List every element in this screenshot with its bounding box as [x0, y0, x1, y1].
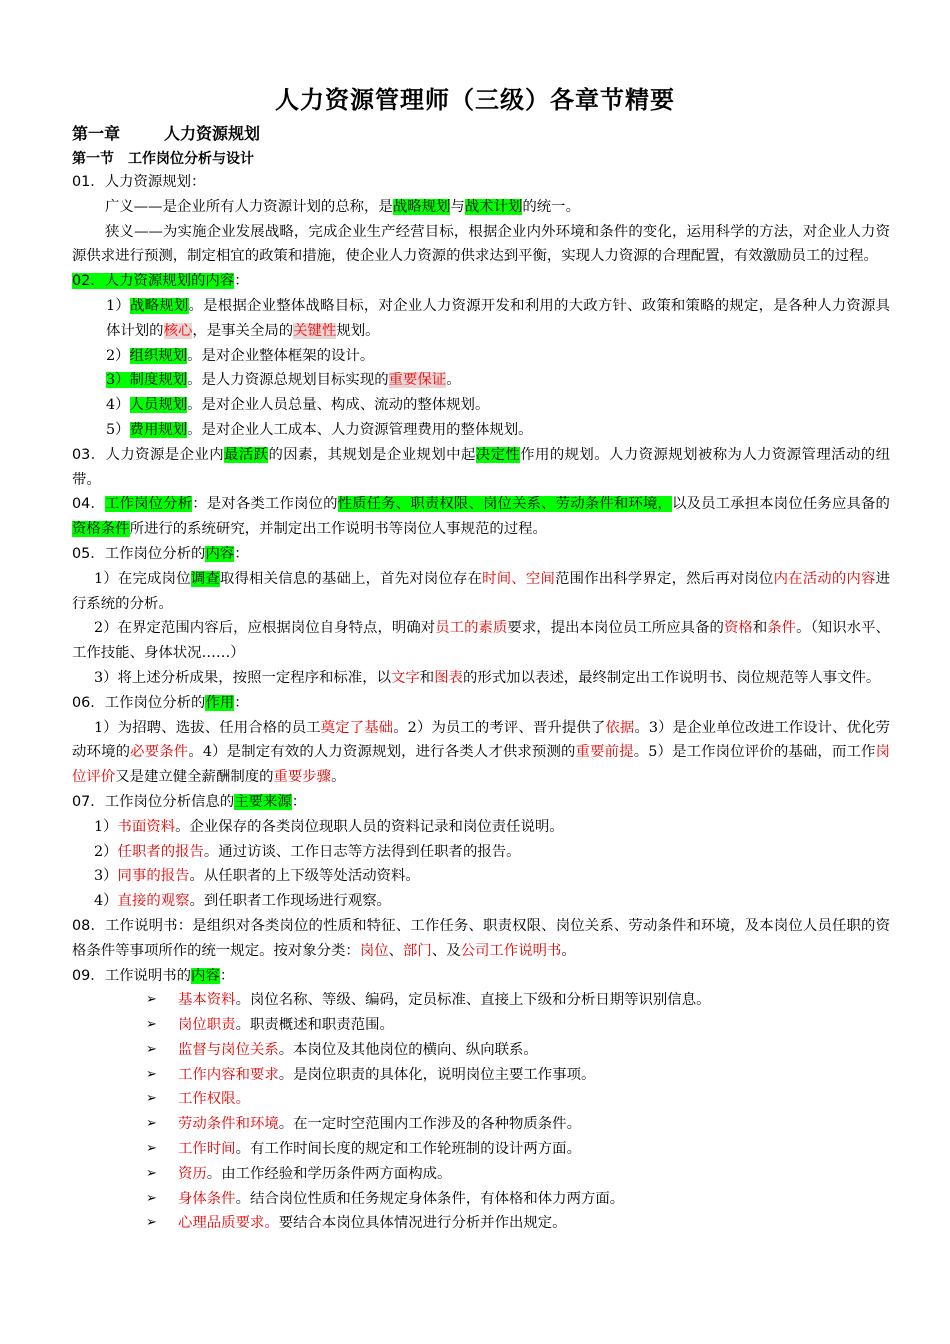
list-item: ➢ 工作内容和要求。是岗位职责的具体化，说明岗位主要工作事项。: [146, 1063, 890, 1088]
item-07-sub-2: 2）任职者的报告。通过访谈、工作日志等方法得到任职者的报告。: [94, 843, 521, 860]
item-06-heading: 06．工作岗位分析的作用：: [72, 694, 249, 711]
item-06-body: 1）为招聘、选拔、任用合格的员工奠定了基础。2）为员工的考评、晋升提供了依据。3）是企业单位改进工作设计、优化劳动环境的必要条件。4）是制定有效的人力资源规划，进行各类人才供求预测的重要前提。5）是工作岗位评价的基础，而工作岗位评价又是建立健全薪酬制度的重要步骤。: [72, 719, 890, 786]
list-item: ➢ 劳动条件和环境。在一定时空范围内工作涉及的各种物质条件。: [146, 1112, 890, 1137]
item-05-heading: 05．工作岗位分析的内容：: [72, 545, 249, 562]
job-description-contents-list: [72, 988, 890, 1236]
list-item: ➢ 基本资料。岗位名称、等级、编码，定员标准、直接上下级和分析日期等识别信息。: [146, 988, 890, 1013]
item-03: 03．人力资源是企业内最活跃的因素，其规划是企业规划中起决定性作用的规划。人力资源规划被称为人力资源管理活动的纽带。: [72, 446, 890, 488]
section-name: 工作岗位分析与设计: [128, 151, 254, 167]
item-07-heading: 07．工作岗位分析信息的主要来源：: [72, 793, 307, 810]
item-01-heading: 01．人力资源规划：: [72, 174, 206, 190]
chapter-name: 人力资源规划: [164, 124, 261, 143]
item-02-sub-1: 1）战略规划。是根据企业整体战略目标，对企业人力资源开发和利用的大政方针、政策和策略的规定，是各种人力资源具体计划的核心，是事关全局的关键性规划。: [106, 297, 890, 339]
item-02-sub-4: 4）人员规划。是对企业人员总量、构成、流动的整体规划。: [106, 397, 490, 414]
item-05-sub-2: 2）在界定范围内容后，应根据岗位自身特点，明确对员工的素质要求，提出本岗位员工所应具备的资格和条件。（知识水平、工作技能、身体状况……）: [72, 620, 890, 662]
list-item: ➢ 监督与岗位关系。本岗位及其他岗位的横向、纵向联系。: [146, 1038, 890, 1063]
item-02-sub-2: 2）组织规划。是对企业整体框架的设计。: [106, 347, 375, 364]
chapter-number: 第一章: [72, 124, 121, 143]
item-01-broad: 广义——是企业所有人力资源计划的总称，是战略规划与战术计划的统一。: [105, 198, 580, 215]
item-02-sub-5: 5）费用规划。是对企业人工成本、人力资源管理费用的整体规划。: [106, 421, 533, 438]
item-07-sub-3: 3）同事的报告。从任职者的上下级等处活动资料。: [94, 868, 420, 885]
item-07-sub-4: 4）直接的观察。到任职者工作现场进行观察。: [94, 893, 391, 910]
item-05-sub-1: 1）在完成岗位调查取得相关信息的基础上，首先对岗位存在时间、空间范围作出科学界定，然后再对岗位内在活动的内容进行系统的分析。: [72, 570, 890, 612]
list-item: ➢ 身体条件。结合岗位性质和任务规定身体条件，有体格和体力两方面。: [146, 1187, 890, 1212]
item-01-narrow: 狭义——为实施企业发展战略，完成企业生产经营目标，根据企业内外环境和条件的变化，运用科学的方法，对企业人力资源供求进行预测，制定相宜的政策和措施，使企业人力资源的供求达到平衡，实现人力资源的合理配置，有效激励员工的过程。: [72, 223, 890, 265]
item-08: 08．工作说明书：是组织对各类岗位的性质和特征、工作任务、职责权限、岗位关系、劳动条件和环境，及本岗位人员任职的资格条件等事项所作的统一规定。按对象分类：岗位、部门、及公司工作说明书。: [72, 917, 890, 959]
document-body: [72, 170, 890, 1236]
section-heading: [72, 148, 254, 168]
list-item: ➢ 工作时间。有工作时间长度的规定和工作轮班制的设计两方面。: [146, 1137, 890, 1162]
section-number: 第一节: [72, 151, 114, 167]
list-item: ➢ 心理品质要求。要结合本岗位具体情况进行分析并作出规定。: [146, 1211, 890, 1236]
item-02-heading: 02．人力资源规划的内容：: [72, 273, 249, 290]
page-title: 人力资源管理师（三级）各章节精要: [275, 86, 675, 114]
list-item: ➢ 岗位职责。职责概述和职责范围。: [146, 1013, 890, 1038]
item-09-heading: 09．工作说明书的内容：: [72, 967, 235, 984]
list-item: ➢ 资历。由工作经验和学历条件两方面构成。: [146, 1162, 890, 1187]
list-item: ➢ 工作权限。: [146, 1087, 890, 1112]
item-02-sub-3: 3）制度规划。是人力资源总规划目标实现的重要保证。: [106, 372, 461, 389]
item-07-sub-1: 1）书面资料。企业保存的各类岗位现职人员的资料记录和岗位责任说明。: [94, 818, 564, 835]
item-04: 04．工作岗位分析：是对各类工作岗位的性质任务、职责权限、岗位关系、劳动条件和环境，以及员工承担本岗位任务应具备的资格条件所进行的系统研究，并制定出工作说明书等岗位人事规范的过程。: [72, 496, 890, 538]
item-05-sub-3: 3）将上述分析成果，按照一定程序和标准，以文字和图表的形式加以表述，最终制定出工作说明书、岗位规范等人事文件。: [94, 669, 881, 686]
chapter-heading: [72, 121, 260, 144]
